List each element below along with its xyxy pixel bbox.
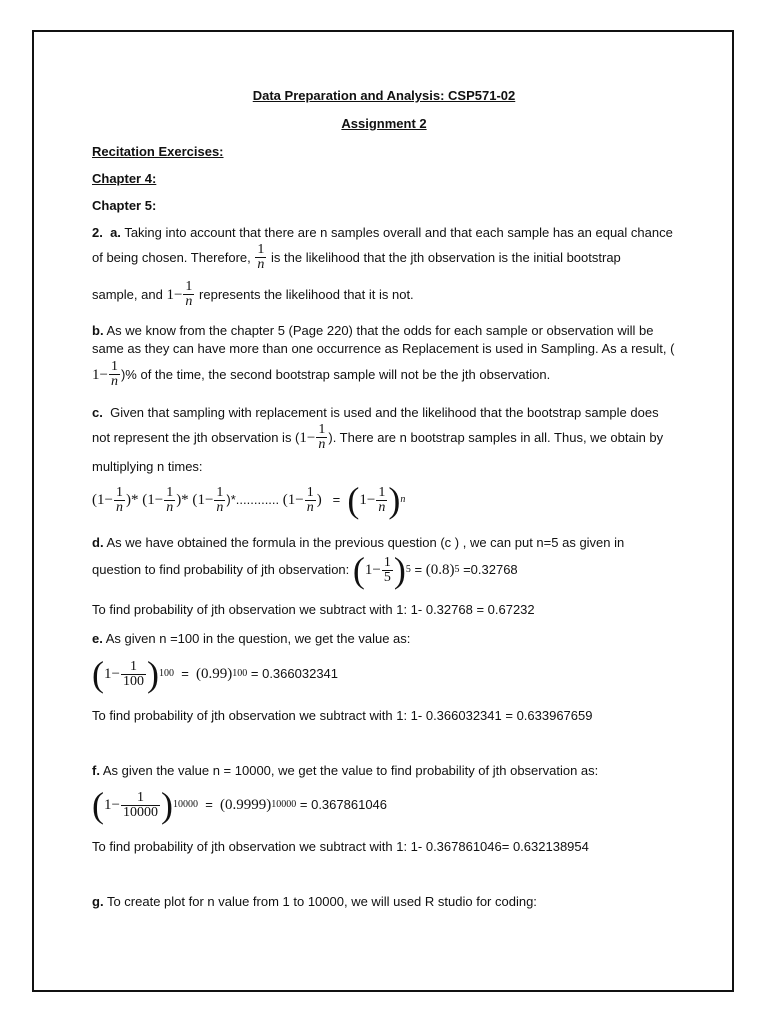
part-e-text: As given n =100 in the question, we get the value as: <box>105 631 411 646</box>
recitation-heading: Recitation Exercises: <box>92 144 224 159</box>
part-d-result: =0.32768 <box>463 562 518 577</box>
q2a-line3: sample, and 1 − $\frac{1}{n}$ represents the likelihood that it is not. <box>92 279 414 309</box>
denominator: n <box>185 294 193 309</box>
part-f-formula: ( 1 − $\frac{1}{10000}$ ) 10000 = ( 0.9999 ) 10000 = 0.367861046 <box>92 785 388 825</box>
denominator: n <box>318 437 326 452</box>
fraction-1-over-n <box>114 486 125 515</box>
part-e-label: e. <box>92 631 103 646</box>
fraction-1-over-n <box>164 486 175 515</box>
one: 1 <box>97 492 105 508</box>
denominator: n <box>110 374 118 389</box>
dots: )*............ <box>226 492 280 507</box>
q2c-line1 <box>92 405 659 421</box>
exponent: n <box>400 494 406 505</box>
part-c-formula: ( 1 − $\frac{1}{n}$ )* ( 1 − $\frac{1}{n}$ )* ( 1 − $\frac{1}{n}$ )*............ ( 1 − $\frac{1}{n}$ ) = ( 1 − $\frac{1}{n}$ ) n <box>92 480 406 520</box>
fraction-1-over-n <box>316 423 327 452</box>
denominator: n <box>257 257 265 272</box>
assignment-title: Assignment 2 <box>341 116 427 131</box>
fraction-1-over-5 <box>382 556 393 585</box>
fraction-1-over-n <box>255 243 266 272</box>
denominator: n <box>166 499 174 515</box>
document-title: Data Preparation and Analysis: CSP571-02 <box>252 88 516 103</box>
q2f-line1 <box>92 763 598 779</box>
numerator: 1 <box>383 554 391 570</box>
part-a-text: is the likelihood that the jth observation is the initial bootstrap <box>271 249 621 265</box>
q2f-line2: To find probability of jth observation we subtract with 1: 1- 0.367861046= 0.632138954 <box>92 839 589 854</box>
part-d-text: question to find probability of jth observation: <box>92 562 350 577</box>
q2d-line2: question to find probability of jth observation: ( 1 − $\frac{1}{5}$ ) 5 = ( 0.8 ) 5 =0.32768 <box>92 550 518 590</box>
part-a-label: a. <box>110 225 121 240</box>
fraction-1-over-n <box>214 486 225 515</box>
part-f-label: f. <box>92 763 100 778</box>
numerator: 1 <box>378 484 386 500</box>
exponent: 10000 <box>172 799 198 810</box>
part-c-text: Given that sampling with replacement is used and the likelihood that the bootstrap sample does <box>110 405 659 420</box>
denominator: 100 <box>122 673 144 689</box>
part-b-text: As we know from the chapter 5 (Page 220) that the odds for each sample or observation will be <box>106 323 654 338</box>
part-c-text: not represent the jth observation is ( <box>92 429 300 445</box>
denominator: n <box>216 499 224 515</box>
fraction-1-over-n <box>109 360 120 389</box>
part-f-text: As given the value n = 10000, we get the value to find probability of jth observation as: <box>102 763 599 778</box>
part-b-text: )% of the time, the second bootstrap sample will not be the jth observation. <box>120 366 551 382</box>
question-number: 2. <box>92 225 103 240</box>
denominator: 10000 <box>122 804 158 820</box>
one: 1 <box>104 666 112 682</box>
exponent: 10000 <box>271 799 297 810</box>
q2b-line3: 1 − $\frac{1}{n}$ )% of the time, the second bootstrap sample will not be the jth observation. <box>92 359 551 389</box>
fraction-1-over-10000 <box>121 791 160 820</box>
part-d-text: As we have obtained the formula in the previous question (c ) , we can put n=5 as given in <box>106 535 625 550</box>
part-e-result: = 0.366032341 <box>250 666 339 681</box>
denominator: n <box>115 499 123 515</box>
q2e-line2: To find probability of jth observation we subtract with 1: 1- 0.366032341 = 0.633967659 <box>92 708 593 723</box>
fraction-1-over-n <box>376 486 387 515</box>
q2a-line2 <box>92 243 621 272</box>
numerator: 1 <box>185 279 193 294</box>
q2a-line1 <box>92 225 673 241</box>
part-f-result: = 0.367861046 <box>299 797 388 812</box>
q2c-line3: multiplying n times: <box>92 459 203 474</box>
one: 1 <box>364 562 373 578</box>
part-a-text: of being chosen. Therefore, <box>92 249 251 265</box>
q2e-line1 <box>92 631 410 647</box>
chapter5-heading: Chapter 5: <box>92 198 157 213</box>
part-c-label: c. <box>92 405 103 420</box>
q2b-line2: same as they can have more than one occurrence as Replacement is used in Sampling. As a result, ( <box>92 341 675 356</box>
part-b-label: b. <box>92 323 104 338</box>
numerator: 1 <box>318 422 326 437</box>
q2b-line1 <box>92 323 653 339</box>
numerator: 1 <box>216 484 224 500</box>
part-a-text: Taking into account that there are n samples overall and that each sample has an equal chance <box>124 225 673 240</box>
numerator: 1 <box>166 484 174 500</box>
base-value: 0.99 <box>201 666 228 682</box>
part-c-text: ). There are n bootstrap samples in all. Thus, we obtain by <box>328 429 664 445</box>
denominator: 5 <box>383 569 391 585</box>
fraction-1-over-n <box>305 486 316 515</box>
one: 1 <box>147 492 155 508</box>
q2d-line3: To find probability of jth observation we subtract with 1: 1- 0.32768 = 0.67232 <box>92 602 535 617</box>
part-a-text: sample, and <box>92 286 163 302</box>
denominator: n <box>306 499 314 515</box>
q2g-line1 <box>92 894 537 910</box>
numerator: 1 <box>115 484 123 500</box>
denominator: n <box>378 499 386 515</box>
numerator: 1 <box>136 789 144 805</box>
numerator: 1 <box>110 359 118 374</box>
base-value: 0.9999 <box>225 797 267 813</box>
part-g-text: To create plot for n value from 1 to 10000, we will used R studio for coding: <box>106 894 537 909</box>
part-d-label: d. <box>92 535 104 550</box>
numerator: 1 <box>257 242 265 257</box>
one: 1 <box>299 429 307 446</box>
part-e-formula: ( 1 − $\frac{1}{100}$ ) 100 = ( 0.99 ) 100 = 0.366032341 <box>92 654 339 694</box>
one: 1 <box>104 797 112 813</box>
q2c-line2: not represent the jth observation is ( 1 − $\frac{1}{n}$ ). There are n bootstrap samples in all. Thus, we obtain by <box>92 422 664 452</box>
chapter4-heading: Chapter 4: <box>92 171 157 186</box>
one: 1 <box>166 286 174 303</box>
numerator: 1 <box>306 484 314 500</box>
one: 1 <box>359 492 367 508</box>
exponent: 100 <box>158 668 174 679</box>
one: 1 <box>197 492 205 508</box>
fraction-1-over-100 <box>121 660 146 689</box>
part-a-text: represents the likelihood that it is not. <box>199 286 414 302</box>
fraction-1-over-n <box>183 280 194 309</box>
one: 1 <box>92 366 100 383</box>
exponent: 5 <box>454 564 460 575</box>
part-g-label: g. <box>92 894 104 909</box>
base-value: 0.8 <box>430 562 450 578</box>
exponent: 5 <box>405 564 411 575</box>
exponent: 100 <box>232 668 248 679</box>
q2d-line1 <box>92 535 624 551</box>
one: 1 <box>287 492 296 508</box>
numerator: 1 <box>129 658 137 674</box>
